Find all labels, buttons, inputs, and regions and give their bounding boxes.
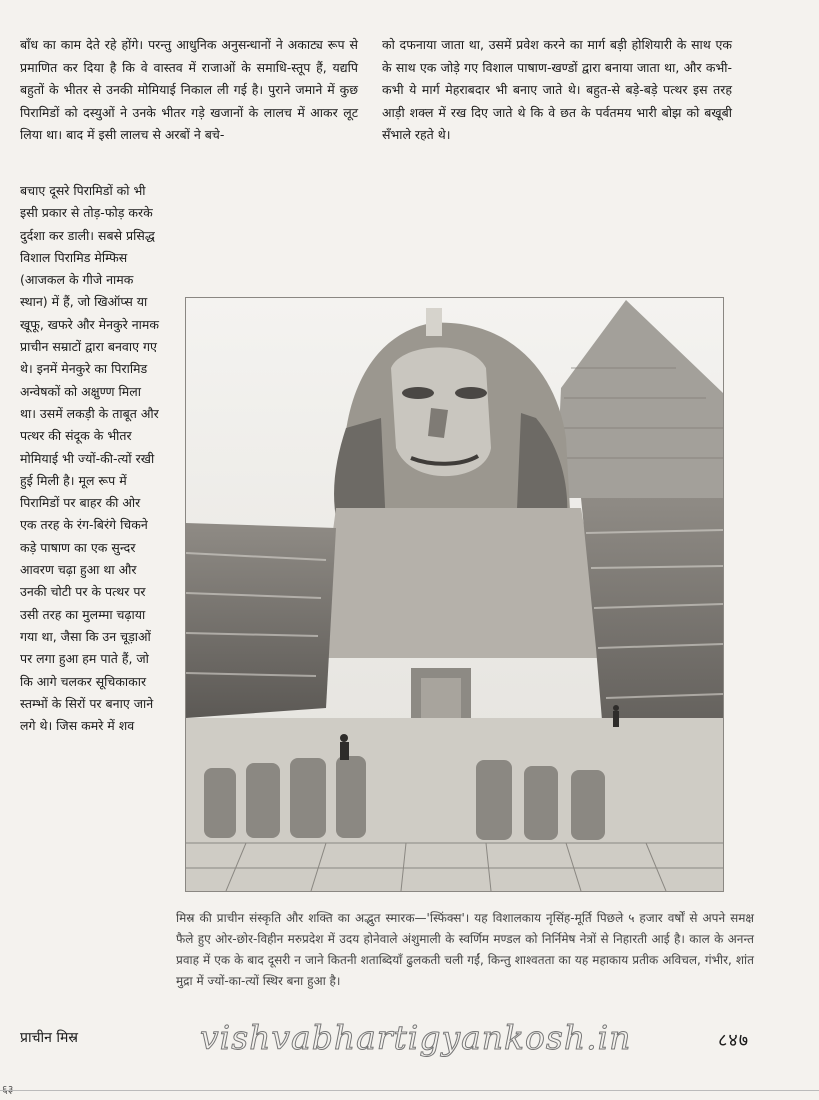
figure-caption: मिस्र की प्राचीन संस्कृति और शक्ति का अद्भुत स्मारक—'स्फिंक्स'। यह विशालकाय नृसिंह-मूर्ति पिछले ५ हजार वर्षों से अपने समक्ष फैले हुए ओर-छोर-विहीन मरुप्रदेश में उदय होनेवाले अंशुमाली के स्वर्णिम मण्डल को निर्निमेष नेत्रों से निहारती आई है। काल के अनन्त प्रवाह में एक के बाद दूसरी न जाने कितनी शताब्दियाँ ढुलकती चली गईं, किन्तु शाश्वतता का यह महाकाय प्रतीक अविचल, गंभीर, शांत मुद्रा में ज्यों-का-त्यों स्थिर बना हुआ है। — [176, 911, 754, 988]
sphinx-photograph — [185, 297, 724, 892]
website-watermark: vishvabhartigyankosh.in — [200, 1018, 632, 1057]
section-title: प्राचीन मिस्र — [20, 1030, 78, 1046]
page-edge-line — [0, 1090, 819, 1091]
sphinx-illustration — [186, 298, 723, 891]
sphinx-body — [316, 508, 606, 658]
body-text-left-top: बाँध का काम देते रहे होंगे। परन्तु आधुनिक अनुसन्धानों ने अकाट्य रूप से प्रमाणित कर दिया है कि वे वास्तव में राजाओं के समाधि-स्तूप हैं, यद्यपि बहुतों के भीतर से उनकी मोमियाई निकाल ली गई है। पुराने जमाने में कुछ पिरामिडों को दस्युओं ने उनके भीतर गड़े खजानों के लालच में आकर लूट लिया था। बाद में इसी लालच से अरबों ने बचे- — [20, 37, 358, 142]
body-text-right-top: को दफनाया जाता था, उसमें प्रवेश करने का मार्ग बड़ी होशियारी के साथ एक के साथ एक जोड़े गए विशाल पाषाण-खण्डों द्वारा बनाया जाता था, और कभी-कभी ये मार्ग मेहराबदार भी बनाए जाते थे। बहुत-से बड़े-बड़े पत्थर इस तरह आड़ी शक्ल में रख दिए जाते थे कि वे छत के पर्वतमय भारी बोझ को बखूबी सँभाले रहते थे। — [382, 37, 732, 142]
body-text-left-narrow: बचाए दूसरे पिरामिडों को भी इसी प्रकार से तोड़-फोड़ करके दुर्दशा कर डाली। सबसे प्रसिद्ध विशाल पिरामिड मेम्फिस (आजकल के गीजे नामक स्थान) में हैं, जो खिऑप्स या खूफू, खफरे और मेनकुरे नामक प्राचीन सम्राटों द्वारा बनवाए गए थे। इनमें मेनकुरे का पिरामिड अन्वेषकों को अक्षुण्ण मिला था। उसमें लकड़ी के ताबूत और पत्थर की संदूक के भीतर मोमियाई भी ज्यों-की-त्यों रखी हुई मिली है। मूल रूप में पिरामिडों पर बाहर की ओर एक तरह के रंग-बिरंगे चिकने कड़े पाषाण का एक सुन्दर आवरण चढ़ा हुआ था और उनकी चोटी पर के पत्थर पर उसी तरह का मुलम्मा चढ़ाया गया था, जैसा कि उन चूड़ाओं पर लगा हुआ हम पाते हैं, जो कि आगे चलकर सूचिकाकार स्तम्भों के सिरों पर बनाए जाने लगे थे। जिस कमरे में शव — [20, 183, 159, 734]
page-number: ८४७ — [718, 1030, 750, 1051]
